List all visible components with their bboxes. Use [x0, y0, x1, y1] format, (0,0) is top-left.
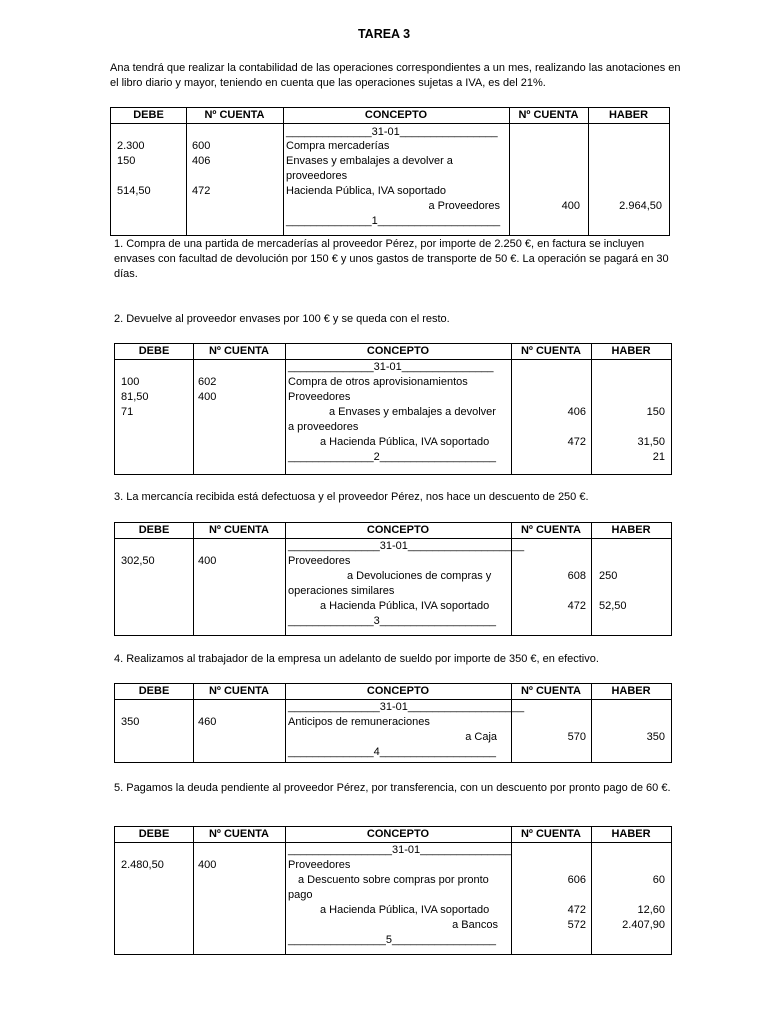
divider [186, 108, 187, 235]
header-debe: DEBE [138, 345, 170, 357]
divider [285, 344, 286, 474]
divider [285, 827, 286, 954]
journal-table-2 [114, 343, 672, 475]
table-header [115, 827, 671, 843]
end-line: ______________3___________________ [288, 615, 497, 627]
journal-table-4 [114, 683, 672, 763]
concepto-line: operaciones similares [288, 585, 395, 597]
divider [509, 108, 510, 235]
concepto-credit-line: a Hacienda Pública, IVA soportado [320, 436, 490, 448]
concepto-credit-line: a Caja [465, 731, 497, 743]
concepto-line: Proveedores [288, 391, 351, 403]
journal-table-5 [114, 826, 672, 955]
cuenta-haber: 608 [567, 570, 586, 582]
table-header [115, 523, 671, 539]
divider [511, 684, 512, 762]
haber-amount: 52,50 [599, 600, 627, 612]
table-header [115, 344, 671, 360]
debe-amount: 100 [121, 376, 140, 388]
cuenta-debe: 460 [198, 716, 217, 728]
header-haber: HABER [611, 685, 651, 697]
debe-amount: 150 [117, 155, 136, 167]
header-cuenta-debe: Nº CUENTA [208, 685, 270, 697]
concepto-line: Anticipos de remuneraciones [288, 716, 430, 728]
concepto-line: pago [288, 889, 313, 901]
divider [193, 523, 194, 635]
header-haber: HABER [611, 524, 651, 536]
question-4: 4. Realizamos al trabajador de la empresa un adelanto de sueldo por importe de 350 €, en efectivo. [114, 653, 599, 665]
header-debe: DEBE [138, 524, 170, 536]
question-2: 2. Devuelve al proveedor envases por 100 € y se queda con el resto. [114, 313, 450, 325]
debe-amount: 514,50 [117, 185, 151, 197]
header-cuenta-debe: Nº CUENTA [208, 524, 270, 536]
cuenta-debe: 406 [192, 155, 211, 167]
concepto-credit-line: a Proveedores [428, 200, 500, 212]
cuenta-haber: 400 [561, 200, 580, 212]
header-cuenta-debe: Nº CUENTA [208, 828, 270, 840]
header-debe: DEBE [138, 685, 170, 697]
cuenta-haber: 606 [567, 874, 586, 886]
debe-amount: 71 [121, 406, 134, 418]
header-debe: DEBE [133, 109, 164, 121]
header-concepto: CONCEPTO [364, 109, 428, 121]
debe-amount: 302,50 [121, 555, 155, 567]
header-cuenta-haber: Nº CUENTA [520, 828, 582, 840]
concepto-line: Proveedores [288, 555, 351, 567]
cuenta-haber: 472 [567, 904, 586, 916]
date-line: ______________31-01________________ [286, 126, 498, 138]
haber-amount: 150 [646, 406, 665, 418]
divider [591, 827, 592, 954]
debe-amount: 350 [121, 716, 140, 728]
table-header [111, 108, 669, 124]
end-line: ______________2___________________ [288, 451, 497, 463]
haber-amount: 31,50 [637, 436, 665, 448]
concepto-credit-line: a Devoluciones de compras y [347, 570, 492, 582]
divider [193, 684, 194, 762]
cuenta-haber: 472 [567, 436, 586, 448]
header-cuenta-haber: Nº CUENTA [520, 524, 582, 536]
concepto-line: Envases y embalajes a devolver a [286, 155, 453, 167]
divider [285, 523, 286, 635]
divider [591, 684, 592, 762]
question-5: 5. Pagamos la deuda pendiente al proveedor Pérez, por transferencia, con un descuento por pronto pago de 60 €. [114, 782, 671, 794]
concepto-credit-line: a Envases y embalajes a devolver [329, 406, 496, 418]
header-concepto: CONCEPTO [366, 524, 430, 536]
header-haber: HABER [608, 109, 649, 121]
page-title: TAREA 3 [357, 27, 411, 41]
question-3: 3. La mercancía recibida está defectuosa y el proveedor Pérez, nos hace un descuento de 250 €. [114, 491, 589, 503]
header-cuenta-haber: Nº CUENTA [520, 685, 582, 697]
cuenta-debe: 400 [198, 859, 217, 871]
header-haber: HABER [611, 345, 651, 357]
header-cuenta-haber: Nº CUENTA [518, 109, 579, 121]
haber-amount: 2.964,50 [619, 200, 662, 212]
date-line: ______________31-01_______________ [288, 361, 494, 373]
header-cuenta-debe: Nº CUENTA [208, 345, 270, 357]
header-cuenta-debe: Nº CUENTA [204, 109, 265, 121]
header-concepto: CONCEPTO [366, 345, 430, 357]
table-header [115, 684, 671, 700]
divider [285, 684, 286, 762]
cuenta-debe: 400 [198, 555, 217, 567]
date-line: _______________31-01___________________ [288, 701, 525, 713]
divider [193, 344, 194, 474]
haber-amount: 250 [599, 570, 618, 582]
cuenta-debe: 600 [192, 140, 211, 152]
concepto-credit-line: a Hacienda Pública, IVA soportado [320, 904, 490, 916]
haber-amount: 21 [652, 451, 665, 463]
divider [193, 827, 194, 954]
date-line: _______________31-01___________________ [288, 540, 525, 552]
header-concepto: CONCEPTO [366, 828, 430, 840]
concepto-line: Compra de otros aprovisionamientos [288, 376, 468, 388]
cuenta-debe: 472 [192, 185, 211, 197]
divider [591, 523, 592, 635]
concepto-credit-line: a Hacienda Pública, IVA soportado [320, 600, 490, 612]
debe-amount: 2.480,50 [121, 859, 164, 871]
concepto-credit-line: a Bancos [452, 919, 498, 931]
divider [283, 108, 284, 235]
haber-amount: 12,60 [637, 904, 665, 916]
cuenta-debe: 400 [198, 391, 217, 403]
concepto-line: a proveedores [288, 421, 359, 433]
cuenta-haber: 570 [567, 731, 586, 743]
haber-amount: 60 [652, 874, 665, 886]
header-cuenta-haber: Nº CUENTA [520, 345, 582, 357]
end-line: ______________1____________________ [286, 215, 501, 227]
header-concepto: CONCEPTO [366, 685, 430, 697]
cuenta-debe: 602 [198, 376, 217, 388]
debe-amount: 2.300 [117, 140, 145, 152]
concepto-line: Compra mercaderías [286, 140, 390, 152]
journal-table-3 [114, 522, 672, 636]
debe-amount: 81,50 [121, 391, 149, 403]
header-debe: DEBE [138, 828, 170, 840]
haber-amount: 2.407,90 [622, 919, 665, 931]
concepto-line: proveedores [286, 170, 348, 182]
divider [588, 108, 589, 235]
header-haber: HABER [611, 828, 651, 840]
concepto-line: Proveedores [288, 859, 351, 871]
cuenta-haber: 472 [567, 600, 586, 612]
haber-amount: 350 [646, 731, 665, 743]
question-1: 1. Compra de una partida de mercaderías al proveedor Pérez, por importe de 2.250 €, en factura se incluyen envases con facultad de devolución por 150 € y unos gastos de transporte de 50 €. La operación se pagará en 30 días. [114, 238, 669, 280]
concepto-credit-line: a Descuento sobre compras por pronto [298, 874, 489, 886]
end-line: ________________5_________________ [288, 934, 497, 946]
journal-table-1 [110, 107, 670, 236]
cuenta-haber: 406 [567, 406, 586, 418]
date-line: _________________31-01_______________ [288, 844, 512, 856]
cuenta-haber: 572 [567, 919, 586, 931]
intro-text: Ana tendrá que realizar la contabilidad de las operaciones correspondientes a un mes, realizando las anotaciones en el libro diario y mayor, teniendo en cuenta que las operaciones sujetas a IVA, es del 21%. [110, 62, 681, 89]
end-line: ______________4___________________ [288, 746, 497, 758]
concepto-line: Hacienda Pública, IVA soportado [286, 185, 447, 197]
